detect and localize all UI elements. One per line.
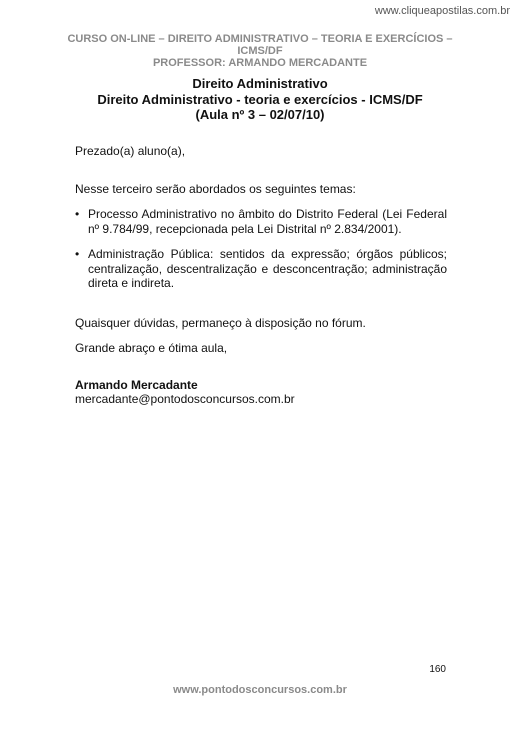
author-email[interactable]: mercadante@pontodosconcursos.com.br xyxy=(75,392,295,406)
title-line-2: Direito Administrativo - teoria e exercícios - ICMS/DF xyxy=(97,91,423,107)
site-url[interactable]: www.cliqueapostilas.com.br xyxy=(374,5,510,17)
topics-list xyxy=(75,207,447,302)
title-line-3: (Aula nº 3 – 02/07/10) xyxy=(195,107,325,122)
bullet-icon: • xyxy=(75,247,80,261)
topic-text: Processo Administrativo no âmbito do Distrito Federal (Lei Federal nº 9.784/99, recepcionada pela Lei Distrital nº 2.834/2001). xyxy=(88,207,447,236)
course-line: CURSO ON-LINE – DIREITO ADMINISTRATIVO – TEORIA E EXERCÍCIOS – xyxy=(67,33,453,45)
list-item xyxy=(75,207,447,236)
title-line-1: Direito Administrativo xyxy=(192,76,328,91)
topic-text: Administração Pública: sentidos da expressão; órgãos públicos; centralização, descentralização e desconcentração; administração direta e indireta. xyxy=(88,247,447,290)
footer-url[interactable]: www.pontodosconcursos.com.br xyxy=(173,684,347,696)
closing-line-1: Quaisquer dúvidas, permaneço à disposição no fórum. xyxy=(75,316,366,330)
intro-text: Nesse terceiro serão abordados os seguintes temas: xyxy=(75,182,356,196)
closing-line-2: Grande abraço e ótima aula, xyxy=(75,341,228,355)
course-line-2: ICMS/DF xyxy=(237,45,283,57)
document-title xyxy=(60,76,460,123)
list-item xyxy=(75,247,447,291)
author-name: Armando Mercadante xyxy=(75,378,198,392)
page-number: 160 xyxy=(429,664,446,675)
professor-line: PROFESSOR: ARMANDO MERCADANTE xyxy=(152,57,368,69)
greeting: Prezado(a) aluno(a), xyxy=(75,144,186,158)
running-header xyxy=(60,33,460,69)
bullet-icon: • xyxy=(75,207,80,221)
